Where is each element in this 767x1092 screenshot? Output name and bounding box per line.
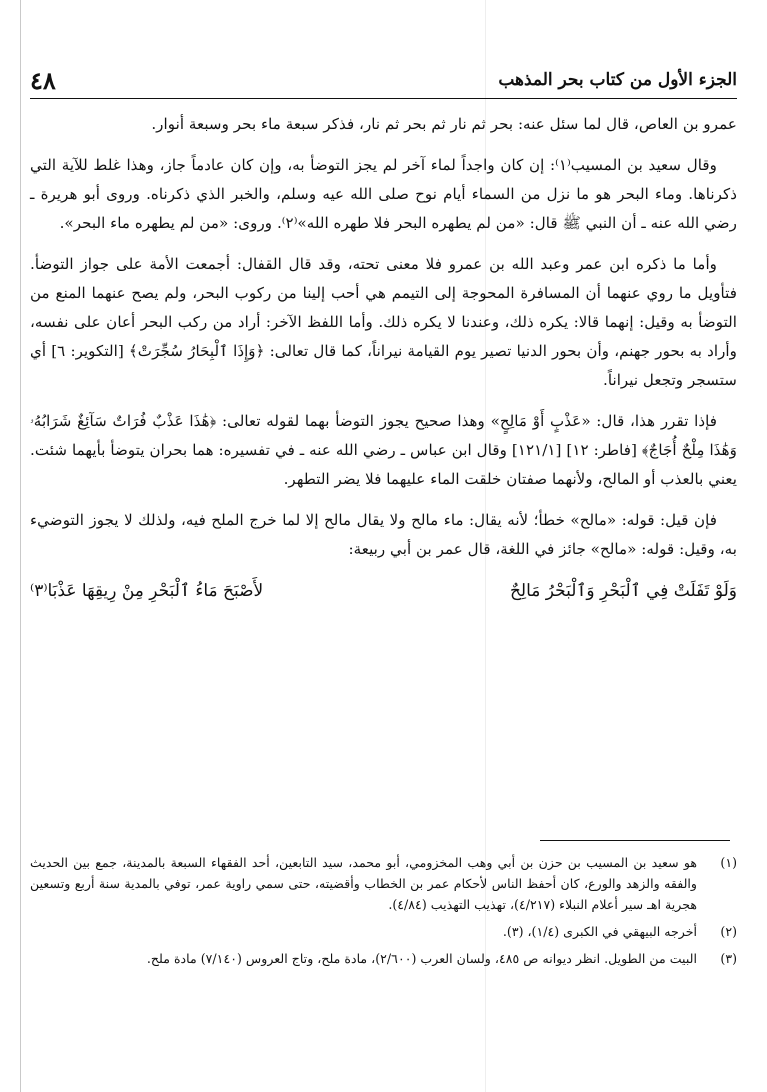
footnote-number: (٢) — [720, 924, 737, 939]
footnote-text: أخرجه البيهقي في الكبرى (١/٤)، (٣). — [502, 924, 697, 939]
paragraph: فإن قيل: قوله: «مالح» خطأ؛ لأنه يقال: ماء مالح ولا يقال مالح إلا لما خرج الملح فيه، ولذلك لا يجوز التوضيء به، وقيل: قوله: «مالح» جائز في اللغة، قال عمر بن أبي ربيعة: — [30, 511, 737, 558]
page-header — [30, 62, 737, 99]
footnote — [30, 921, 737, 942]
scan-edge-line — [20, 0, 21, 1092]
footnote-number: (١) — [720, 855, 737, 870]
footnote — [30, 852, 737, 915]
footnote-text: هو سعيد بن المسيب بن حزن بن أبي وهب المخزومي، أبو محمد، سيد التابعين، أحد الفقهاء السبعة بالمدينة، جمع بين الحديث والفقه والزهد والورع، كان أحفظ الناس لأحكام عمر بن الخطاب وأقضيته، حتى سمي راوية عمر، توفي بالمدية سنة أربع وتسعين هجرية اهـ سير أعلام النبلاء (٤/٢١٧)، تهذيب التهذيب (٤/٨٤). — [30, 855, 697, 912]
footnote-text: البيت من الطويل. انظر ديوانه ص ٤٨٥، ولسان العرب (٢/٦٠٠)، مادة ملح، وتاج العروس (٧/١٤٠) مادة ملح. — [146, 951, 697, 966]
paragraph: وقال سعيد بن المسيب⁽١⁾: إن كان واجداً لماء آخر لم يجز التوضأ به، وإن كان عادماً جاز، وهذا غلط للآية التي ذكرناها. وماء البحر هو ما نزل من السماء أيام نوح صلى الله عيه وسلم، والخبر الذي ذكرناه. وروى أبو هريرة ـ رضي الله عنه ـ أن النبي ﷺ قال: «من لم يطهره البحر فلا طهره الله»⁽٢⁾. وروى: «من لم يطهره ماء البحر». — [30, 156, 737, 232]
main-text — [30, 110, 737, 606]
footnote — [30, 948, 737, 969]
page-number: ٤٨ — [30, 65, 56, 95]
footnote-number: (٣) — [720, 951, 737, 966]
paragraph: وأما ما ذكره ابن عمر وعبد الله بن عمرو فلا معنى تحته، وقد قال القفال: أجمعت الأمة على جواز التوضأ. فتأويل ما روي عنهما أن المسافرة المحوجة إلى التيمم هي أحب إلينا من ركوب البحر، ولم يصح عنهما المنع من التوضأ به وقيل: إنهما قالا: يكره ذلك، وعندنا لا يكره ذلك. وأما اللفظ الآخر: أراد من ركب البحر أعان على نفسه، وأراد به بحور جهنم، وأن بحور الدنيا تصير يوم القيامة نيراناً، كما قال تعالى: ﴿وَإِذَا ٱلْبِحَارُ سُجِّرَتْ﴾ [التكوير: ٦] أي ستسجر وتجعل نيراناً. — [30, 255, 737, 389]
running-title: الجزء الأول من كتاب بحر المذهب — [498, 70, 737, 90]
paragraph: عمرو بن العاص، قال لما سئل عنه: بحر ثم نار ثم بحر ثم نار، فذكر سبعة ماء بحر وسبعة أنوار. — [151, 115, 737, 133]
verse-second-hemistich: لأَصْبَحَ مَاءُ ٱلْبَحْرِ مِنْ رِيقِهَا عَذْبَا⁽٣⁾ — [30, 581, 264, 601]
paragraph: فإذا تقرر هذا، قال: «عَذْبٍ أَوْ مَالِحٍ» وهذا صحيح يجوز التوضأ بهما لقوله تعالى: ﴿هَٰذَا عَذْبٌ فُرَاتٌ سَآئِغٌ شَرَابُهُۥ وَهَٰذَا مِلْحٌ أُجَاجٌ﴾ [فاطر: ١٢] [١٢١/١] وقال ابن عباس ـ رضي الله عنه ـ في تفسيره: هما بحران يتوضأ بأيهما شئت. يعني بالعذب أو المالح، ولأنهما صفتان خلقت الماء عليهما فلا يضر التطهر. — [30, 412, 737, 488]
footnote-separator — [540, 840, 730, 841]
poetry-verse — [30, 576, 737, 606]
verse-first-hemistich: وَلَوْ تَفَلَتْ فِي ٱلْبَحْرِ وَٱلْبَحْرُ مَالِحٌ — [509, 581, 737, 601]
footnotes — [30, 852, 737, 975]
